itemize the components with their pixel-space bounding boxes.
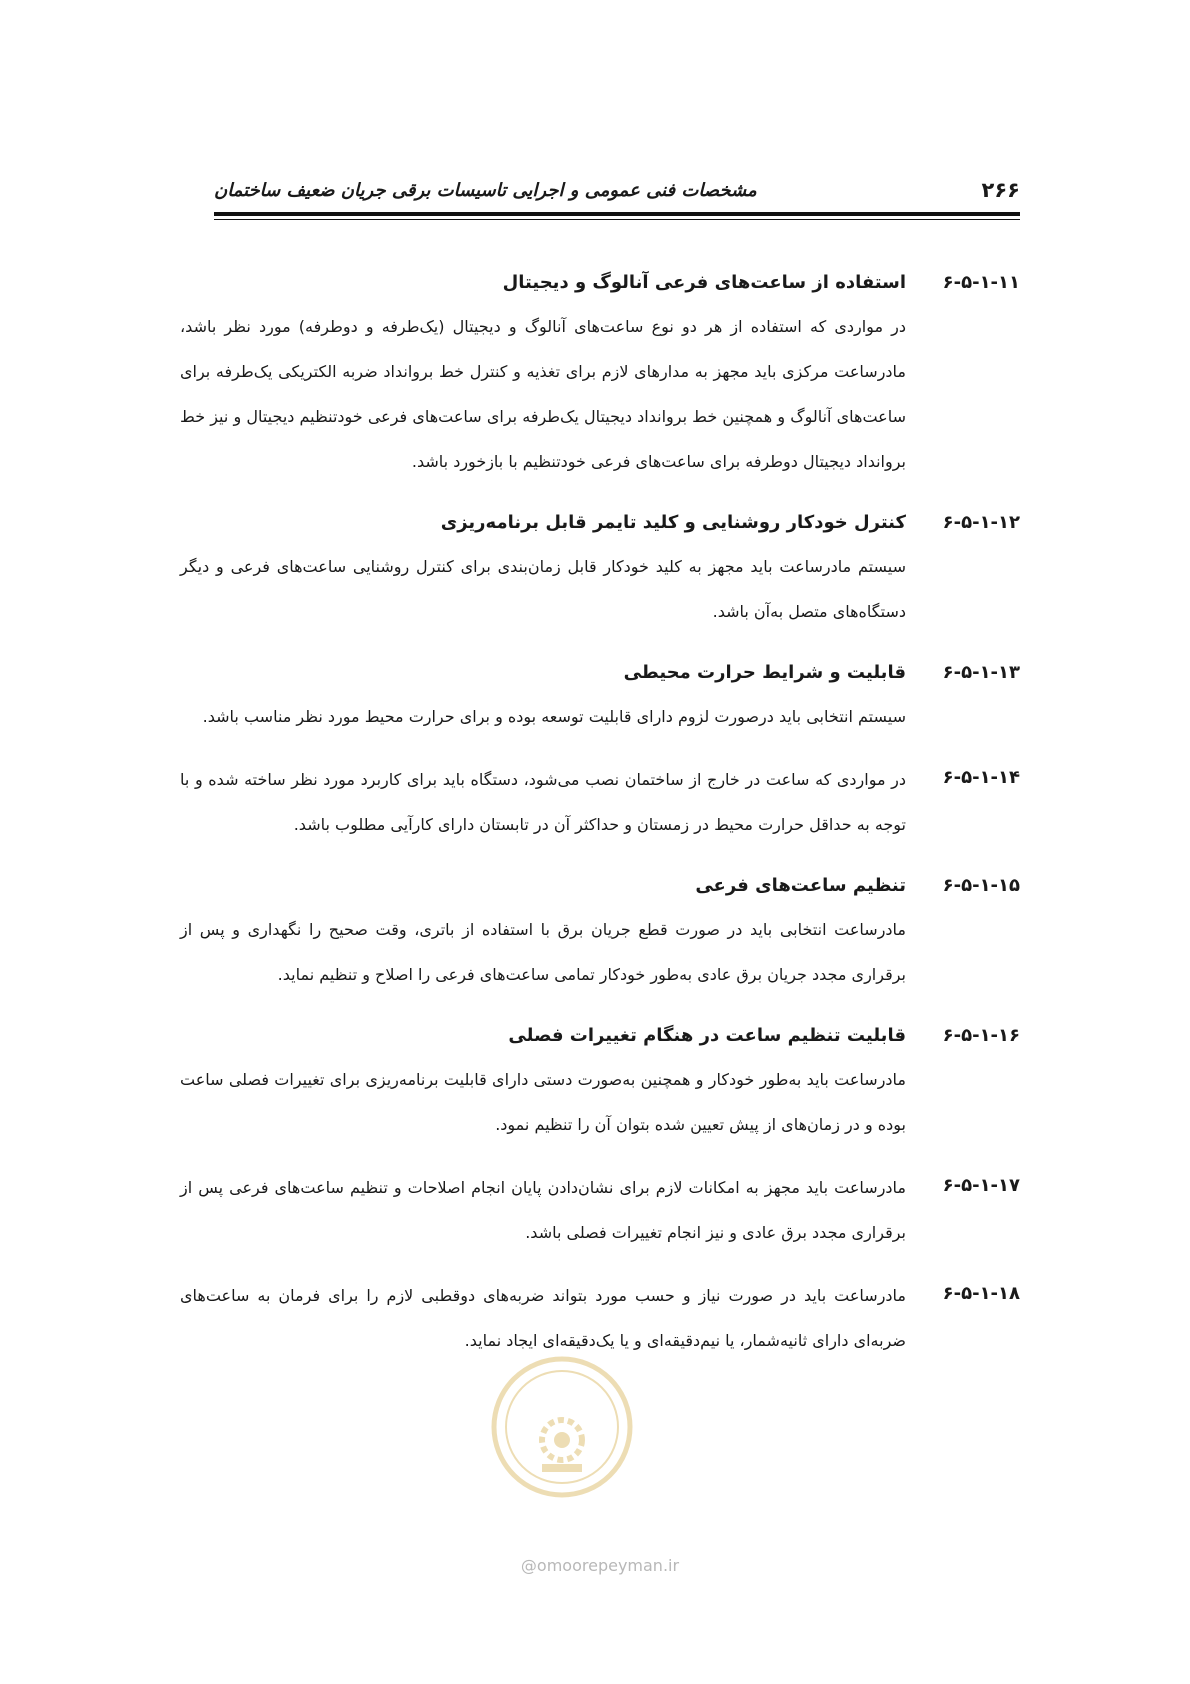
section-text: مادرساعت باید به‌طور خودکار و همچنین به‌صورت دستی دارای قابلیت برنامه‌ریزی برای تغییرات فصلی ساعت بوده و در زمان‌های از پیش تعیین شده بتوان آن را تنظیم نمود.	[180, 1070, 906, 1134]
header-rule-thin	[214, 219, 1020, 220]
section-text: مادرساعت انتخابی باید در صورت قطع جریان برق با استفاده از باتری، وقت صحیح را نگهداری و پس از برقراری مجدد جریان برق عادی به‌طور خودکار تمامی ساعت‌های فرعی را اصلاح و تنظیم نماید.	[180, 920, 906, 984]
section-text: سیستم مادرساعت باید مجهز به کلید خودکار قابل زمان‌بندی برای کنترل روشنایی ساعت‌های فرعی و دیگر دستگاه‌های متصل به‌آن باشد.	[180, 557, 906, 621]
page-header	[214, 178, 1020, 208]
section-title: کنترل خودکار روشنایی و کلید تایمر قابل برنامه‌ریزی	[440, 512, 906, 533]
page-body	[180, 262, 1020, 1381]
section-number: ۶-۵-۱-۱۷	[942, 1175, 1020, 1196]
watermark-url: @omoorepeyman.ir	[520, 1556, 680, 1575]
section-number: ۶-۵-۱-۱۱	[942, 272, 1020, 293]
running-title: مشخصات فنی عمومی و اجرایی تاسیسات برقی جریان ضعیف ساختمان	[214, 180, 757, 201]
section-number: ۶-۵-۱-۱۸	[942, 1283, 1020, 1304]
section-14	[180, 757, 1020, 847]
section-18	[180, 1273, 1020, 1363]
section-title: تنظیم ساعت‌های فرعی	[695, 875, 906, 896]
page-number: ۲۶۶	[981, 178, 1020, 202]
section-number: ۶-۵-۱-۱۶	[942, 1025, 1020, 1046]
section-number: ۶-۵-۱-۱۵	[942, 875, 1020, 896]
section-text: در مواردی که استفاده از هر دو نوع ساعت‌های آنالوگ و دیجیتال (یک‌طرفه و دوطرفه) مورد نظر باشد، مادرساعت مرکزی باید مجهز به مدارهای لازم برای تغذیه و کنترل خط بروانداد ضربه الکتریکی یک‌طرفه برای ساعت‌های آنالوگ و همچنین خط بروانداد دیجیتال یک‌طرفه برای ساعت‌های فرعی خودتنظیم دیجیتال و نیز خط بروانداد دیجیتال دوطرفه برای ساعت‌های فرعی خودتنظیم با بازخورد باشد.	[180, 317, 906, 471]
section-13	[180, 652, 1020, 739]
section-title: استفاده از ساعت‌های فرعی آنالوگ و دیجیتال	[502, 272, 906, 293]
section-12	[180, 502, 1020, 634]
section-number: ۶-۵-۱-۱۴	[942, 767, 1020, 788]
section-title: قابلیت تنظیم ساعت در هنگام تغییرات فصلی	[508, 1025, 906, 1046]
section-11	[180, 262, 1020, 484]
section-title: قابلیت و شرایط حرارت محیطی	[623, 662, 906, 683]
section-text: سیستم انتخابی باید درصورت لزوم دارای قابلیت توسعه بوده و برای حرارت محیط مورد نظر مناسب باشد.	[202, 707, 906, 726]
section-number: ۶-۵-۱-۱۳	[942, 662, 1020, 683]
section-text: مادرساعت باید در صورت نیاز و حسب مورد بتواند ضربه‌های دوقطبی لازم را برای فرمان به ساعت‌های ضربه‌ای دارای ثانیه‌شمار، یا نیم‌دقیقه‌ای و یا یک‌دقیقه‌ای ایجاد نماید.	[180, 1286, 906, 1350]
section-text: مادرساعت باید مجهز به امکانات لازم برای نشان‌دادن پایان انجام اصلاحات و تنظیم ساعت‌های فرعی پس از برقراری مجدد برق عادی و نیز انجام تغییرات فصلی باشد.	[180, 1178, 906, 1242]
section-text: در مواردی که ساعت در خارج از ساختمان نصب می‌شود، دستگاه باید برای کاربرد مورد نظر ساخته شده و با توجه به حداقل حرارت محیط در زمستان و حداکثر آن در تابستان دارای کارآیی مطلوب باشد.	[180, 770, 906, 834]
section-16	[180, 1015, 1020, 1147]
section-17	[180, 1165, 1020, 1255]
header-rule-thick	[214, 212, 1020, 216]
section-number: ۶-۵-۱-۱۲	[942, 512, 1020, 533]
section-15	[180, 865, 1020, 997]
